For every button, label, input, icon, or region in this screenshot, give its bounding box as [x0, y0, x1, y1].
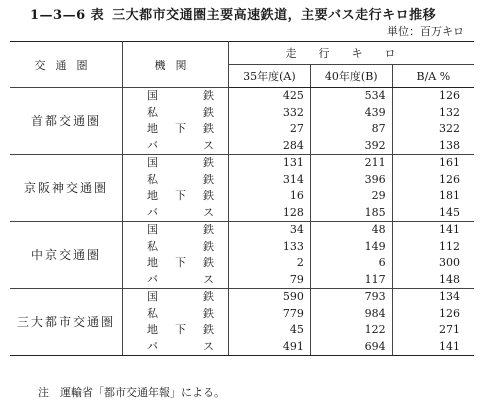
value-cell-y35: 332: [229, 105, 311, 122]
org-char: 国: [147, 290, 158, 304]
value-cell-y35: 779: [229, 306, 311, 323]
org-char: ス: [203, 138, 214, 152]
org-char: 私: [147, 239, 158, 253]
org-char: ス: [203, 205, 214, 219]
region-cell: 三大都市交通圏: [10, 289, 123, 356]
value-cell-y35: 284: [229, 138, 311, 155]
org-cell: [123, 205, 229, 222]
org-char: 鉄: [203, 306, 214, 320]
org-char: 国: [147, 223, 158, 237]
value-cell-y35: 2: [229, 255, 311, 272]
org-cell: [123, 239, 229, 256]
header-distance: 走行キロ: [229, 42, 475, 65]
header-y35: 35年度(A): [229, 65, 311, 88]
value-cell-y35: 133: [229, 239, 311, 256]
value-cell-y40: 48: [310, 222, 392, 239]
header-ratio: B/A %: [392, 65, 474, 88]
value-cell-y35: 590: [229, 289, 311, 306]
org-char: 私: [147, 105, 158, 119]
value-cell-ratio: 126: [439, 172, 460, 186]
value-cell-y40: 396: [310, 172, 392, 189]
value-cell-ratio: 134: [392, 289, 474, 306]
header-y40: 40年度(B): [310, 65, 392, 88]
org-char: バ: [147, 205, 158, 219]
org-char: 鉄: [203, 189, 214, 203]
value-cell-ratio: 145: [439, 205, 460, 219]
value-cell-ratio: 126: [439, 306, 460, 320]
org-cell: [123, 322, 229, 339]
unit-label: 単位：百万キロ: [387, 25, 464, 38]
value-cell-y40: 6: [310, 255, 392, 272]
org-char: 下: [175, 323, 186, 337]
org-char: 国: [147, 156, 158, 170]
value-cell-ratio: 132: [439, 105, 460, 119]
org-cell: [123, 121, 229, 138]
org-char: バ: [147, 339, 158, 353]
org-cell: [123, 172, 229, 189]
org-cell: [123, 222, 229, 239]
org-char: 鉄: [203, 256, 214, 270]
value-cell-y40: 392: [310, 138, 392, 155]
region-cell: 首都交通圏: [10, 88, 123, 155]
value-cell-y35: 16: [229, 188, 311, 205]
value-cell-y40: 211: [310, 155, 392, 172]
value-cell-y35: 27: [229, 121, 311, 138]
org-char: 鉄: [203, 89, 214, 103]
value-cell-ratio: 141: [392, 339, 474, 356]
value-cell-ratio: 161: [392, 155, 474, 172]
org-cell: [123, 155, 229, 172]
value-cell-y35: 128: [229, 205, 311, 222]
value-cell-y35: 425: [229, 88, 311, 105]
org-char: ス: [203, 339, 214, 353]
org-cell: [123, 306, 229, 323]
org-char: 地: [147, 122, 158, 136]
value-cell-ratio: 181: [439, 189, 460, 203]
org-cell: [123, 255, 229, 272]
value-cell-ratio: 112: [439, 239, 460, 253]
value-cell-y40: 122: [310, 322, 392, 339]
org-char: 鉄: [203, 290, 214, 304]
org-char: 鉄: [203, 122, 214, 136]
value-cell-y40: 984: [310, 306, 392, 323]
org-char: 地: [147, 189, 158, 203]
org-char: 私: [147, 306, 158, 320]
value-cell-y40: 117: [310, 272, 392, 289]
org-char: 地: [147, 256, 158, 270]
org-cell: [123, 105, 229, 122]
value-cell-y35: 79: [229, 272, 311, 289]
org-cell: [123, 88, 229, 105]
value-cell-y40: 29: [310, 188, 392, 205]
value-cell-ratio: 126: [392, 88, 474, 105]
table-row: [10, 155, 474, 172]
org-char: 鉄: [203, 105, 214, 119]
value-cell-y40: 149: [310, 239, 392, 256]
org-char: バ: [147, 138, 158, 152]
header-org: 機関: [123, 42, 229, 88]
value-cell-ratio: 322: [439, 122, 460, 136]
value-cell-y35: 45: [229, 322, 311, 339]
value-cell-ratio: 271: [439, 323, 460, 337]
org-char: バ: [147, 272, 158, 286]
value-cell-y35: 131: [229, 155, 311, 172]
value-cell-ratio: 148: [439, 272, 460, 286]
org-cell: [123, 339, 229, 356]
region-cell: 中京交通圏: [10, 222, 123, 289]
header-row: [10, 42, 474, 65]
table-caption: 三大都市交通圏主要高速鉄道，主要バス走行キロ推移: [112, 8, 437, 23]
value-cell-y40: 185: [310, 205, 392, 222]
table-number: 1—3—6 表: [30, 8, 105, 23]
value-cell-ratio: 138: [439, 138, 460, 152]
value-cell-ratio: 141: [392, 222, 474, 239]
org-char: 鉄: [203, 323, 214, 337]
value-cell-y40: 439: [310, 105, 392, 122]
header-region: 交通圏: [10, 42, 123, 88]
value-cell-y35: 34: [229, 222, 311, 239]
footnote: 注 運輸省「都市交通年報」による。: [38, 386, 225, 399]
value-cell-y40: 793: [310, 289, 392, 306]
table-row: [10, 289, 474, 306]
org-cell: [123, 188, 229, 205]
org-cell: [123, 272, 229, 289]
data-table: [10, 41, 474, 356]
org-cell: [123, 289, 229, 306]
value-cell-y40: 694: [310, 339, 392, 356]
org-cell: [123, 138, 229, 155]
org-char: ス: [203, 272, 214, 286]
region-cell: 京阪神交通圏: [10, 155, 123, 222]
org-char: 国: [147, 89, 158, 103]
value-cell-ratio: 300: [439, 256, 460, 270]
org-char: 下: [175, 122, 186, 136]
table-row: [10, 88, 474, 105]
value-cell-y35: 491: [229, 339, 311, 356]
org-char: 鉄: [203, 239, 214, 253]
value-cell-y40: 87: [310, 121, 392, 138]
value-cell-y40: 534: [310, 88, 392, 105]
org-char: 鉄: [203, 156, 214, 170]
table-title: [30, 4, 436, 23]
org-char: 下: [175, 256, 186, 270]
value-cell-y35: 314: [229, 172, 311, 189]
org-char: 下: [175, 189, 186, 203]
org-char: 鉄: [203, 172, 214, 186]
org-char: 鉄: [203, 223, 214, 237]
org-char: 地: [147, 323, 158, 337]
org-char: 私: [147, 172, 158, 186]
table-row: [10, 222, 474, 239]
